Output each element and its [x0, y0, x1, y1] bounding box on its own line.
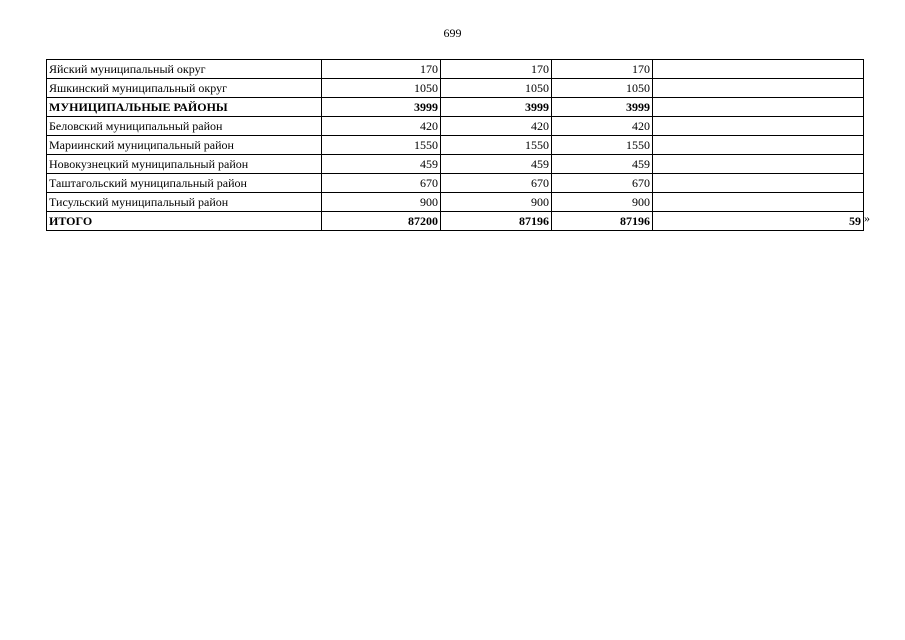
row-value-4: [653, 79, 864, 98]
row-value-1: 87200: [322, 212, 441, 231]
row-name: МУНИЦИПАЛЬНЫЕ РАЙОНЫ: [47, 98, 322, 117]
table-row: [47, 60, 864, 79]
row-value-2: 670: [441, 174, 552, 193]
row-value-3: 170: [552, 60, 653, 79]
row-value-3: 87196: [552, 212, 653, 231]
row-value-4: [653, 136, 864, 155]
page-number: 699: [443, 26, 462, 40]
row-name: Яйский муниципальный округ: [47, 60, 322, 79]
row-value-4: [653, 174, 864, 193]
row-name: Новокузнецкий муниципальный район: [47, 155, 322, 174]
table-row-total: [47, 212, 864, 231]
table-row: [47, 79, 864, 98]
row-name: Тисульский муниципальный район: [47, 193, 322, 212]
row-value-3: 670: [552, 174, 653, 193]
row-value-2: 87196: [441, 212, 552, 231]
row-value-2: 459: [441, 155, 552, 174]
row-value-4: [653, 60, 864, 79]
budget-table-body: [47, 60, 864, 231]
row-value-4: [653, 98, 864, 117]
budget-table: [46, 59, 864, 231]
row-value-1: 670: [322, 174, 441, 193]
table-row: [47, 117, 864, 136]
row-value-3: 900: [552, 193, 653, 212]
row-value-4: 59: [653, 212, 864, 231]
table-row: [47, 174, 864, 193]
row-value-1: 900: [322, 193, 441, 212]
row-name: Таштагольский муниципальный район: [47, 174, 322, 193]
row-value-1: 420: [322, 117, 441, 136]
row-value-4: [653, 117, 864, 136]
row-value-4: [653, 193, 864, 212]
row-value-2: 900: [441, 193, 552, 212]
row-value-2: 1550: [441, 136, 552, 155]
table-row: [47, 155, 864, 174]
table-row-section: [47, 98, 864, 117]
row-value-1: 1050: [322, 79, 441, 98]
row-value-3: 420: [552, 117, 653, 136]
closing-quote: »: [864, 211, 870, 225]
row-value-2: 420: [441, 117, 552, 136]
row-value-1: 1550: [322, 136, 441, 155]
row-value-2: 1050: [441, 79, 552, 98]
row-value-1: 170: [322, 60, 441, 79]
row-name: ИТОГО: [47, 212, 322, 231]
row-value-2: 3999: [441, 98, 552, 117]
row-value-1: 3999: [322, 98, 441, 117]
row-value-4: [653, 155, 864, 174]
row-name: Мариинский муниципальный район: [47, 136, 322, 155]
row-value-3: 1550: [552, 136, 653, 155]
row-value-3: 1050: [552, 79, 653, 98]
row-value-3: 459: [552, 155, 653, 174]
row-name: Яшкинский муниципальный округ: [47, 79, 322, 98]
row-name: Беловский муниципальный район: [47, 117, 322, 136]
row-value-1: 459: [322, 155, 441, 174]
table-row: [47, 193, 864, 212]
table-row: [47, 136, 864, 155]
row-value-3: 3999: [552, 98, 653, 117]
row-value-2: 170: [441, 60, 552, 79]
